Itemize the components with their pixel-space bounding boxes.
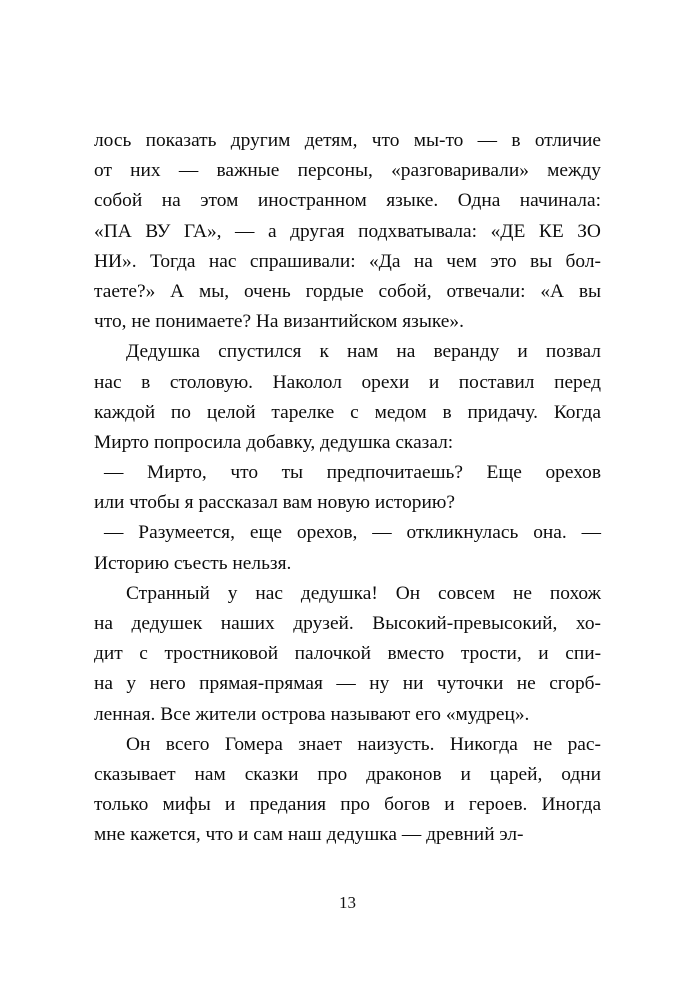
text-line: нас в столовую. Наколол орехи и поставил перед [94,371,601,393]
page-text-block [94,126,601,851]
text-line: ленная. Все жители острова называют его «мудрец». [94,703,530,725]
text-line: Мирто попросила добавку, дедушка сказал: [94,431,454,453]
text-line: НИ». Тогда нас спрашивали: «Да на чем это вы бол- [94,250,601,272]
paragraph [94,458,601,518]
page-number: 13 [339,893,356,912]
text-line: Дедушка спустился к нам на веранду и позвал [126,341,601,363]
text-line: на у него прямая-прямая — ну ни чуточки не сгорб- [94,673,601,695]
text-line: — Разумеется, еще орехов, — откликнулась она. — [104,522,602,544]
text-line: сказывает нам сказки про драконов и царей, одни [94,763,602,785]
paragraph [94,126,601,337]
text-line: от них — важные персоны, «разговаривали» между [94,160,601,182]
text-line: лось показать другим детям, что мы-то — в отличие [94,130,602,151]
text-line: Историю съесть нельзя. [94,552,292,574]
text-line: на дедушек наших друзей. Высокий-превысокий, хо- [94,613,602,634]
paragraph [94,337,601,458]
text-line: — Мирто, что ты предпочитаешь? Еще орехов [104,462,602,484]
paragraph [94,730,601,851]
text-line: мне кажется, что и сам наш дедушка — древний эл- [94,824,524,846]
text-line: дит с тростниковой палочкой вместо трости, и спи- [94,643,602,665]
text-line: что, не понимаете? На византийском языке». [94,311,464,333]
text-line: таете?» А мы, очень гордые собой, отвечали: «А вы [94,280,602,302]
text-line: только мифы и предания про богов и героев. Иногда [94,794,602,816]
text-line: или чтобы я рассказал вам новую историю? [94,492,455,514]
text-line: Он всего Гомера знает наизусть. Никогда не рас- [126,733,601,755]
text-line: каждой по целой тарелке с медом в придачу. Когда [94,401,601,423]
text-line: «ПА ВУ ГА», — а другая подхватывала: «ДЕ КЕ ЗО [94,220,601,242]
text-line: Странный у нас дедушка! Он совсем не похож [126,582,602,604]
paragraph [94,579,601,730]
text-line: собой на этом иностранном языке. Одна начинала: [94,190,601,212]
paragraph [94,518,601,578]
